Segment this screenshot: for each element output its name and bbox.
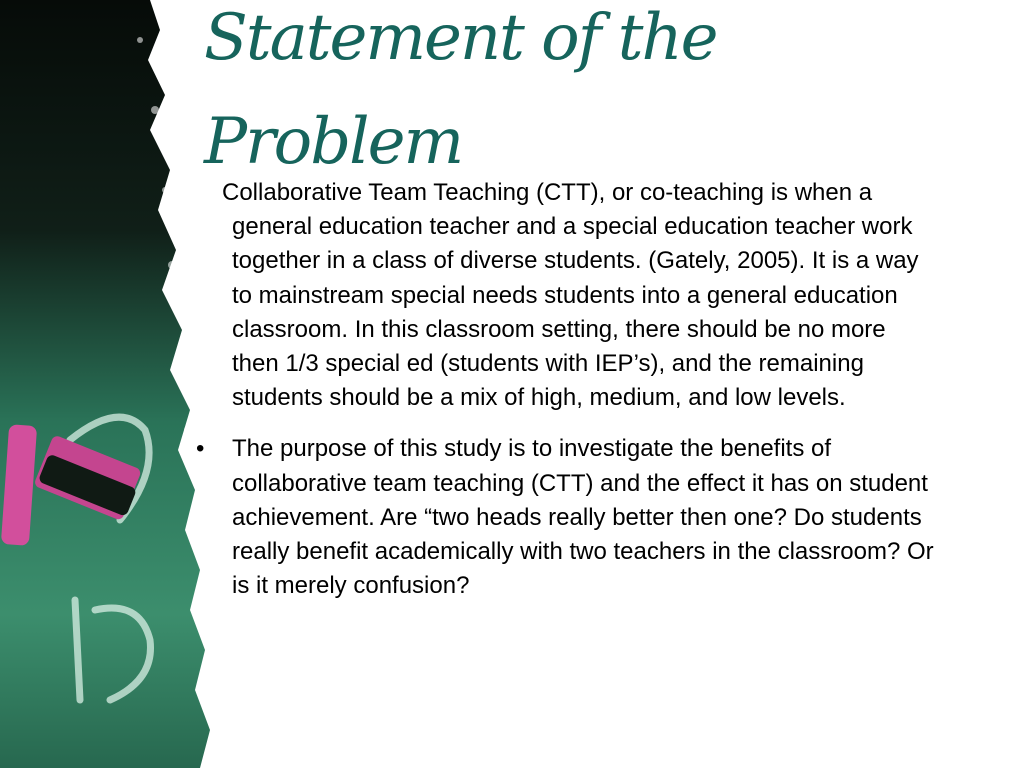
body-paragraph-1: Collaborative Team Teaching (CTT), or co-teaching is when a general education teacher and a special education teacher work together in a class of diverse students. (Gately, 2005). It is a way to mainstream special needs students into a general education classroom. In this classroom setting, there should be no more then 1/3 special ed (students with IEP’s), and the remaining students should be a mix of high, medium, and low levels. [222, 179, 919, 412]
title-line-2: Problem [204, 105, 463, 179]
bullet-item [196, 432, 936, 603]
title-line-1: Statement of the [204, 1, 717, 75]
slide-title [204, 0, 904, 194]
slide-body [196, 176, 936, 603]
body-paragraph-2: The purpose of this study is to investigate the benefits of collaborative team teaching (CTT) and the effect it has on student achievement. Are “two heads really better then one? Do students really benefit academically with two teachers in the classroom? Or is it merely confusion? [232, 435, 934, 600]
bullet-marker: • [196, 435, 205, 463]
